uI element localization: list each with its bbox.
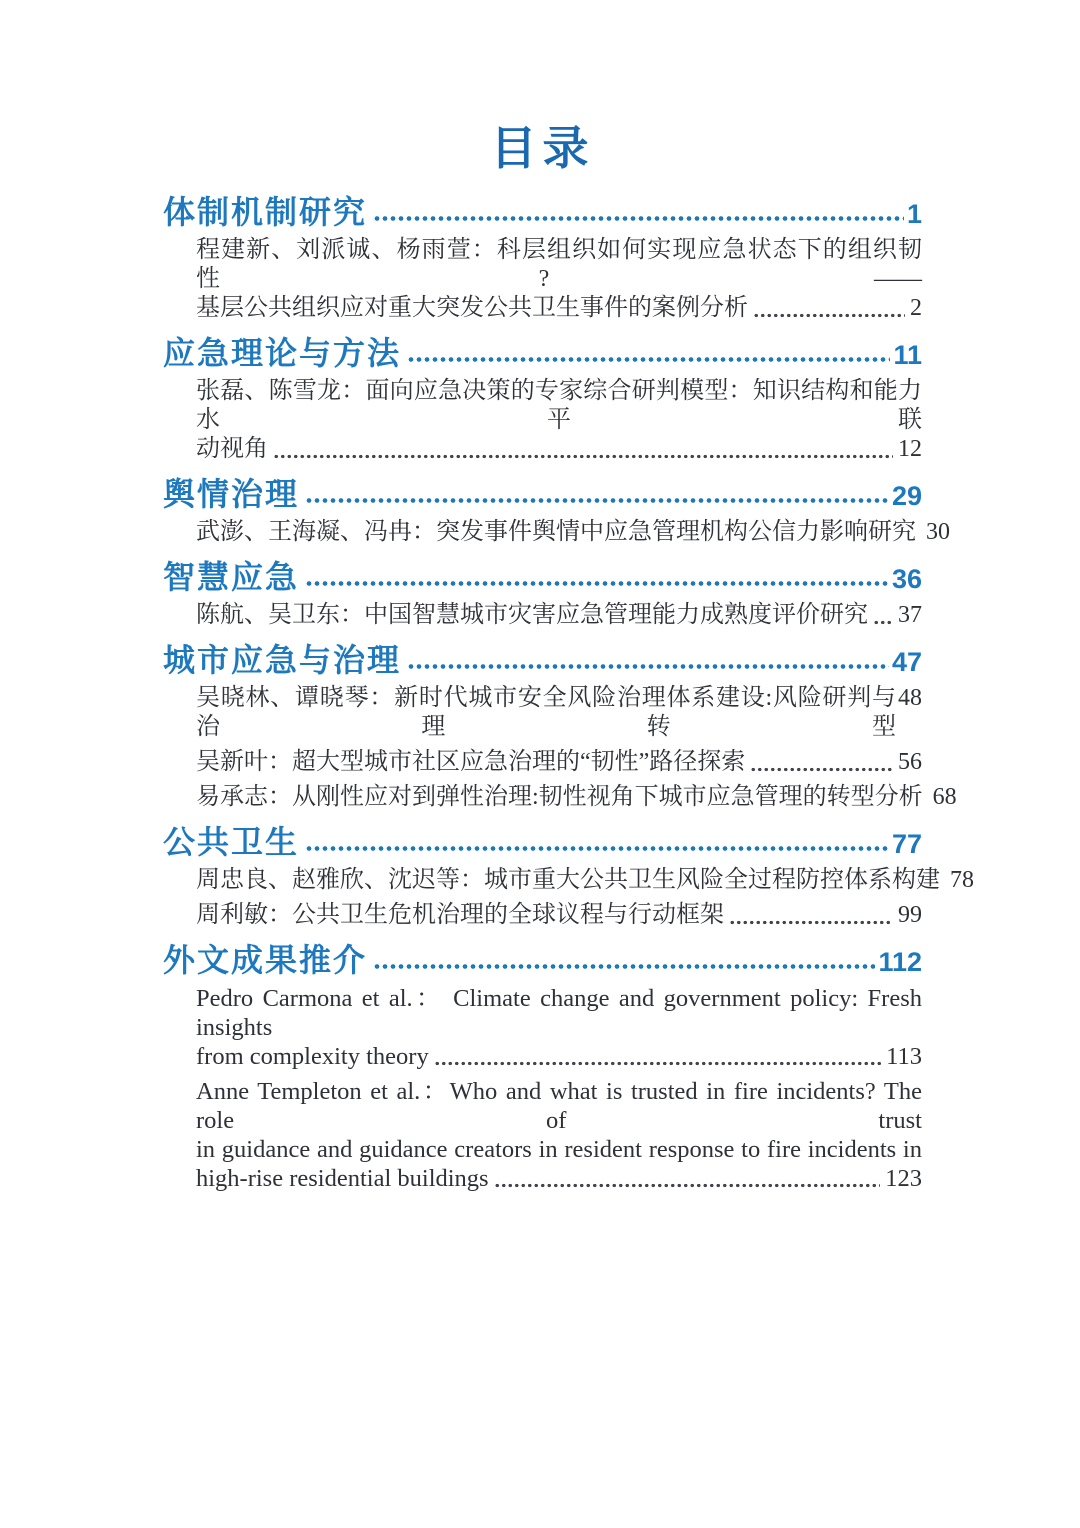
toc-entry-lastline: [196, 901, 922, 930]
entry-page-number: 68: [932, 784, 957, 810]
section-header-row: [163, 559, 922, 595]
toc-entry-lastline: [196, 1164, 922, 1193]
entry-page-number: 56: [898, 749, 922, 775]
toc-entry: [196, 984, 922, 1071]
toc-section: [163, 642, 957, 812]
toc-section: [163, 559, 922, 630]
toc-entry: [196, 748, 922, 777]
toc-entry-line: 武澎、王海凝、冯冉：突发事件舆情中应急管理机构公信力影响研究: [196, 519, 916, 545]
section-title: 应急理论与方法: [163, 335, 402, 371]
section-dot-leader: [305, 579, 889, 588]
section-title: 舆情治理: [163, 476, 300, 512]
toc-entry-line: 陈航、吴卫东：中国智慧城市灾害应急管理能力成熟度评价研究: [196, 602, 868, 628]
section-header-row: [163, 335, 922, 371]
toc-section: [163, 942, 922, 1193]
toc-entry-lastline: [196, 748, 922, 777]
toc-section: [163, 194, 922, 323]
toc-entry-line: 易承志：从刚性应对到弹性治理:韧性视角下城市应急管理的转型分析: [196, 784, 923, 810]
entry-dot-leader: [434, 1060, 881, 1067]
toc-entry: [196, 518, 950, 547]
toc-entry-line: 动视角: [196, 436, 268, 462]
toc-entry-lastline: [196, 518, 950, 547]
section-title: 公共卫生: [163, 824, 300, 860]
section-header-row: [163, 942, 922, 978]
toc-entry-lastline: [196, 435, 922, 464]
section-dot-leader: [407, 355, 890, 364]
section-header-row: [163, 476, 922, 512]
toc-entry-line: Anne Templeton et al.：Who and what is trusted in fire incidents? The role of trust: [196, 1078, 922, 1134]
toc-entry-line: from complexity theory: [196, 1043, 429, 1070]
section-title: 智慧应急: [163, 559, 300, 595]
toc-entry: [196, 901, 922, 930]
entry-dot-leader: [494, 1182, 881, 1189]
section-header-row: [163, 824, 922, 860]
toc-entry-line: 周利敏：公共卫生危机治理的全球议程与行动框架: [196, 902, 724, 928]
entry-dot-leader: [750, 766, 893, 773]
section-dot-leader: [305, 496, 889, 505]
entry-dot-leader: [753, 312, 905, 319]
section-title: 体制机制研究: [163, 194, 368, 230]
entry-page-number: 113: [886, 1043, 922, 1070]
toc-entry: [196, 601, 922, 630]
toc-entry-lastline: [196, 684, 922, 742]
toc-entry-line: 吴晓林、谭晓琴：新时代城市安全风险治理体系建设:风险研判与治理转型: [196, 685, 896, 740]
entry-page-number: 30: [926, 519, 950, 545]
toc-entry-lastline: [196, 294, 922, 323]
toc-entry-line: 吴新叶：超大型城市社区应急治理的“韧性”路径探索: [196, 749, 746, 775]
entry-dot-leader: [873, 619, 893, 626]
toc-entry-line: Pedro Carmona et al.： Climate change and government policy: Fresh insights: [196, 985, 922, 1041]
toc-entry: [196, 236, 922, 323]
section-page-number: 29: [891, 481, 922, 511]
toc-entry: [196, 684, 922, 742]
section-page-number: 77: [891, 829, 922, 859]
section-header-row: [163, 194, 922, 230]
entry-page-number: 99: [898, 902, 922, 928]
toc-entry-lastline: [196, 866, 974, 895]
toc-entry-lastline: [196, 1042, 922, 1071]
toc-entry-line: in guidance and guidance creators in resident response to fire incidents in: [196, 1136, 922, 1163]
section-page-number: 112: [878, 947, 922, 977]
toc-section: [163, 824, 974, 930]
entry-page-number: 123: [885, 1165, 922, 1192]
section-dot-leader: [407, 662, 889, 671]
section-page-number: 47: [891, 647, 922, 677]
section-dot-leader: [373, 962, 875, 971]
entry-page-number: 78: [950, 867, 974, 893]
toc-entry: [196, 783, 957, 812]
section-title: 外文成果推介: [163, 942, 368, 978]
section-page-number: 1: [906, 199, 922, 229]
entry-dot-leader: [273, 453, 893, 460]
entry-page-number: 37: [898, 602, 922, 628]
section-dot-leader: [305, 844, 889, 853]
toc-entry-lastline: [196, 601, 922, 630]
toc-entry-line: 周忠良、赵雅欣、沈迟等：城市重大公共卫生风险全过程防控体系构建: [196, 867, 940, 893]
toc-entry-line: 基层公共组织应对重大突发公共卫生事件的案例分析: [196, 295, 748, 321]
entry-page-number: 12: [898, 436, 922, 462]
section-page-number: 36: [891, 564, 922, 594]
toc-entry: [196, 866, 974, 895]
toc-entry: [196, 377, 922, 464]
section-header-row: [163, 642, 922, 678]
section-title: 城市应急与治理: [163, 642, 402, 678]
toc-section: [163, 335, 922, 464]
section-dot-leader: [373, 214, 904, 223]
toc-entry: [196, 1077, 922, 1193]
page-title: 目录: [490, 122, 595, 174]
entry-page-number: 2: [910, 295, 922, 321]
entry-page-number: 48: [898, 685, 922, 711]
toc-entry-line: 张磊、陈雪龙：面向应急决策的专家综合研判模型：知识结构和能力水平联: [196, 378, 922, 433]
toc-section: [163, 476, 950, 547]
section-page-number: 11: [893, 340, 922, 370]
toc-entry-line: high-rise residential buildings: [196, 1165, 489, 1192]
entry-dot-leader: [729, 919, 893, 926]
toc-entry-lastline: [196, 783, 957, 812]
toc-entry-line: 程建新、刘派诚、杨雨萱：科层组织如何实现应急状态下的组织韧性? ——: [196, 237, 922, 292]
toc-sections: [163, 194, 974, 1193]
